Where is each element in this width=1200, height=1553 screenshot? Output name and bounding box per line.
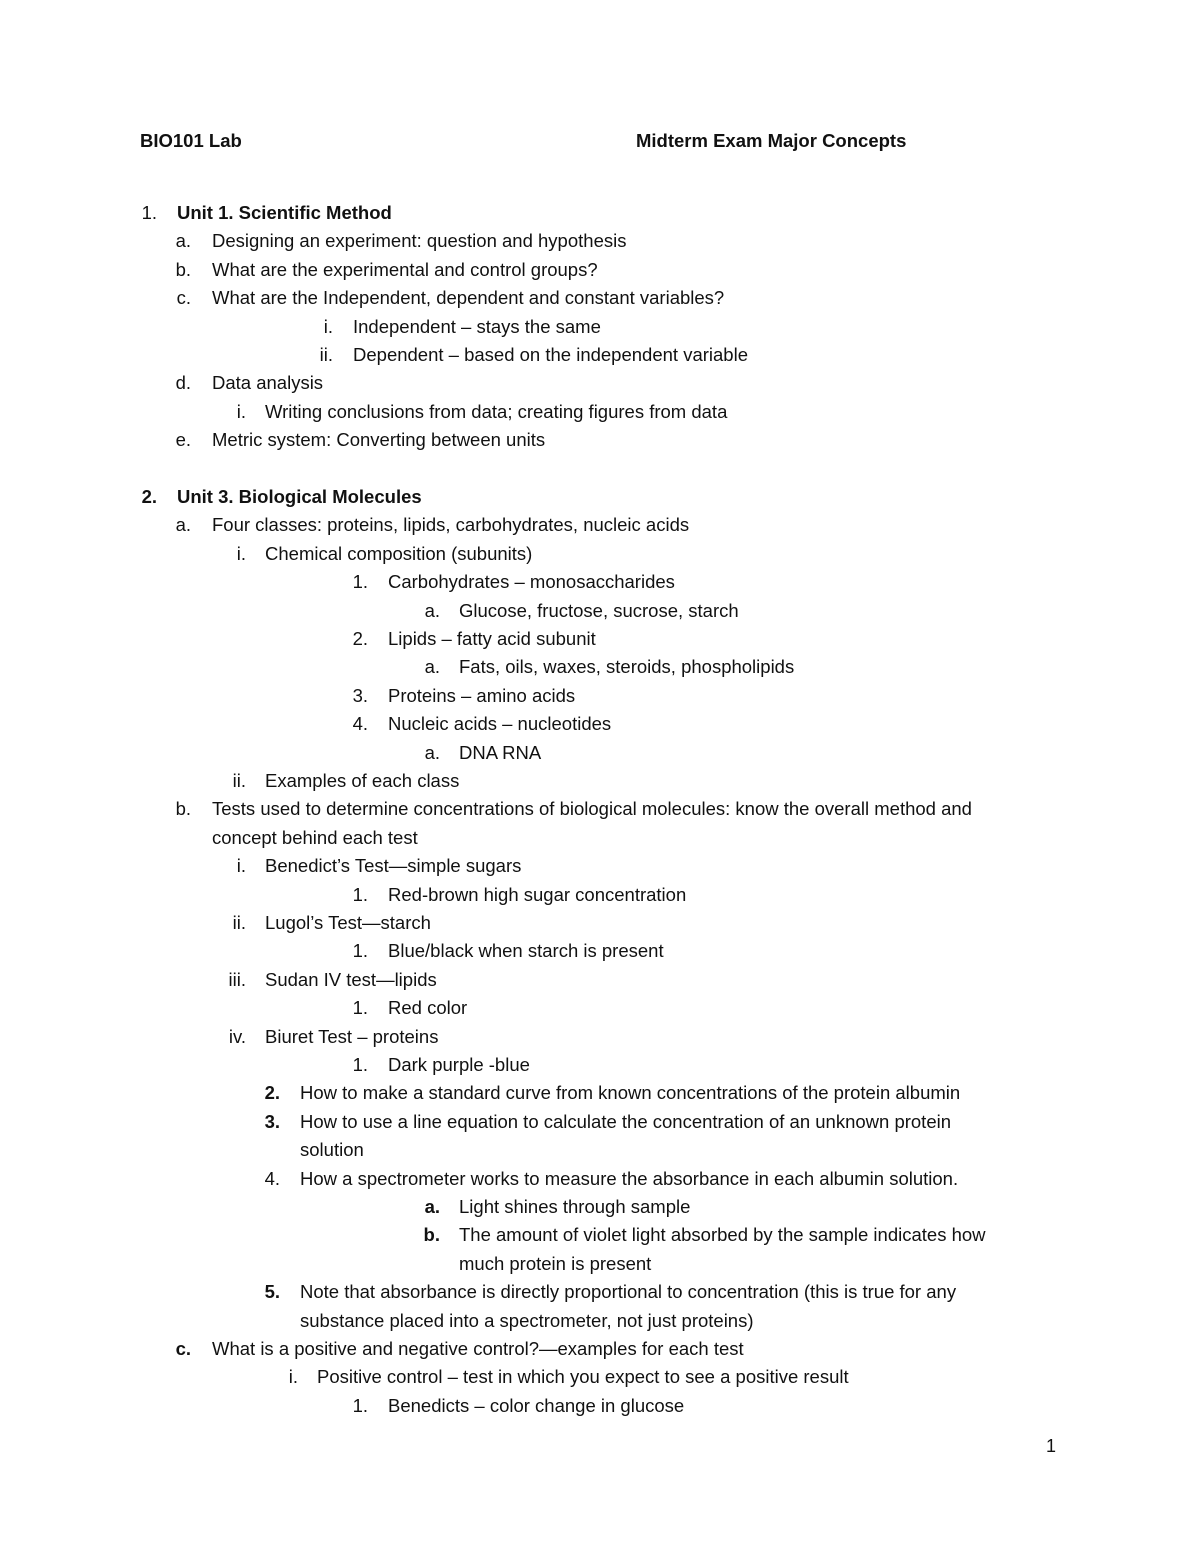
outline-item [0, 1392, 1100, 1420]
outline-marker: b. [175, 258, 191, 280]
page-number: 1 [1046, 1436, 1057, 1456]
outline-marker: 3. [352, 684, 368, 706]
outline-item [0, 1051, 1100, 1079]
outline-text: Proteins – amino acids [388, 684, 576, 706]
outline-marker: i. [236, 855, 246, 877]
outline-text: Tests used to determine concentrations of biological molecules: know the overall method and [212, 798, 972, 820]
outline-item [0, 767, 1100, 795]
outline-text: Sudan IV test—lipids [265, 968, 437, 990]
outline-marker: b. [423, 1224, 440, 1246]
outline-item [0, 824, 1100, 852]
outline-marker: i. [323, 315, 333, 337]
outline-marker: ii. [319, 344, 333, 365]
outline-marker: 4. [264, 1167, 280, 1189]
outline-text: How to make a standard curve from known concentrations of the protein albumin [300, 1082, 961, 1104]
outline-item [0, 511, 1100, 539]
outline-text: Red color [388, 997, 468, 1019]
outline-text: much protein is present [459, 1252, 652, 1274]
outline-marker: 1. [352, 571, 368, 593]
outline-item [0, 398, 1100, 426]
outline-marker: 5. [264, 1281, 280, 1303]
outline-text: What are the experimental and control groups? [212, 258, 598, 280]
outline-text: Lipids – fatty acid subunit [388, 628, 596, 649]
outline-item [0, 1136, 1100, 1164]
outline-item [0, 1250, 1100, 1278]
outline-marker: 1. [352, 883, 368, 905]
outline-text: Dark purple -blue [388, 1054, 530, 1075]
outline-text: Four classes: proteins, lipids, carbohydrates, nucleic acids [212, 514, 690, 536]
outline-marker: a. [424, 741, 440, 763]
outline-item [0, 1307, 1100, 1335]
outline-marker: iii. [228, 968, 246, 990]
outline-text: Positive control – test in which you expect to see a positive result [317, 1366, 849, 1388]
outline-marker: 3. [264, 1110, 280, 1132]
outline-item [0, 1079, 1100, 1107]
outline-marker: c. [175, 1338, 191, 1359]
outline-marker: 4. [352, 713, 368, 735]
outline-text: substance placed into a spectrometer, not just proteins) [300, 1309, 754, 1331]
outline-marker: a. [424, 1196, 440, 1217]
outline-marker: i. [236, 400, 246, 422]
outline-text: Data analysis [212, 372, 324, 394]
outline-item [0, 227, 1100, 255]
outline-item [0, 710, 1100, 738]
outline-item [0, 256, 1100, 284]
outline-text: Unit 3. Biological Molecules [177, 486, 422, 507]
outline-text: Benedicts – color change in glucose [388, 1394, 685, 1416]
outline-marker: ii. [232, 912, 246, 933]
outline-item [0, 568, 1100, 596]
outline-marker: iv. [228, 1025, 246, 1047]
outline-marker: c. [176, 287, 191, 309]
outline-text: Benedict’s Test—simple sugars [265, 855, 522, 877]
outline-marker: e. [175, 429, 191, 451]
outline-text: Metric system: Converting between units [212, 429, 546, 451]
outline-text: Blue/black when starch is present [388, 940, 664, 962]
outline-marker: i. [236, 542, 246, 564]
outline-text: Carbohydrates – monosaccharides [388, 571, 675, 593]
outline-marker: 2. [264, 1082, 280, 1104]
outline-item [0, 994, 1100, 1022]
outline-item [0, 284, 1100, 312]
outline-item [0, 1193, 1100, 1221]
outline-text: concept behind each test [212, 826, 418, 848]
outline-item [0, 1165, 1100, 1193]
outline-text: DNA RNA [459, 741, 542, 763]
outline-item [0, 341, 1100, 369]
outline-item [0, 426, 1100, 454]
outline-text: How to use a line equation to calculate the concentration of an unknown protein [300, 1110, 952, 1132]
outline-text: solution [300, 1139, 364, 1161]
outline-text: The amount of violet light absorbed by the sample indicates how [459, 1224, 986, 1246]
outline-text: Glucose, fructose, sucrose, starch [459, 599, 739, 621]
outline-item [0, 909, 1100, 937]
outline-text: Note that absorbance is directly proportional to concentration (this is true for any [300, 1281, 957, 1303]
outline-text: Chemical composition (subunits) [265, 542, 533, 564]
outline-marker: 2. [141, 486, 157, 507]
outline-text: Dependent – based on the independent variable [353, 344, 748, 365]
outline-text: Unit 1. Scientific Method [177, 202, 392, 223]
outline-item [0, 1363, 1100, 1391]
outline-item [0, 199, 1100, 227]
outline-text: Lugol’s Test—starch [265, 912, 431, 933]
outline-text: What are the Independent, dependent and constant variables? [212, 287, 725, 309]
document-title: Midterm Exam Major Concepts [636, 130, 907, 151]
outline-marker: 1. [352, 1394, 368, 1416]
outline-marker: a. [424, 656, 440, 678]
outline-item [0, 966, 1100, 994]
outline-item [0, 369, 1100, 397]
outline-item [0, 795, 1100, 823]
course-name: BIO101 Lab [140, 130, 242, 151]
outline-item [0, 313, 1100, 341]
outline-item [0, 455, 1100, 483]
outline-item [0, 1278, 1100, 1306]
outline-item [0, 483, 1100, 511]
outline-marker: 2. [352, 628, 368, 649]
outline-item [0, 1335, 1100, 1363]
outline-item [0, 540, 1100, 568]
outline-item [0, 739, 1100, 767]
outline-item [0, 1221, 1100, 1249]
outline-marker: 1. [352, 940, 368, 962]
outline-marker: 1. [352, 997, 368, 1019]
outline-text: Biuret Test – proteins [265, 1025, 439, 1047]
outline-text: Light shines through sample [459, 1196, 691, 1217]
outline-item [0, 682, 1100, 710]
outline-marker: d. [175, 372, 191, 394]
outline-marker: 1. [141, 202, 157, 223]
outline-marker: ii. [232, 770, 246, 791]
outline-item [0, 852, 1100, 880]
outline-text: Fats, oils, waxes, steroids, phospholipids [459, 656, 795, 678]
outline-marker: a. [424, 599, 440, 621]
outline-text: Examples of each class [265, 770, 460, 791]
outline-text: Nucleic acids – nucleotides [388, 713, 612, 735]
page-header [140, 130, 920, 156]
outline-item [0, 881, 1100, 909]
outline-marker: 1. [352, 1054, 368, 1075]
outline-item [0, 1108, 1100, 1136]
outline-item [0, 1023, 1100, 1051]
outline-item [0, 653, 1100, 681]
outline-marker: a. [175, 230, 191, 252]
outline-text: How a spectrometer works to measure the absorbance in each albumin solution. [300, 1167, 959, 1189]
outline-marker: i. [288, 1366, 298, 1388]
outline-item [0, 937, 1100, 965]
outline-text: Red-brown high sugar concentration [388, 883, 687, 905]
outline-text: Writing conclusions from data; creating figures from data [265, 400, 728, 422]
outline-text: What is a positive and negative control?—examples for each test [212, 1338, 744, 1359]
outline-text: Independent – stays the same [353, 315, 601, 337]
outline-item [0, 597, 1100, 625]
outline-marker: a. [175, 514, 191, 536]
outline-text: Designing an experiment: question and hypothesis [212, 230, 627, 252]
outline-item [0, 625, 1100, 653]
outline-marker: b. [175, 798, 191, 820]
